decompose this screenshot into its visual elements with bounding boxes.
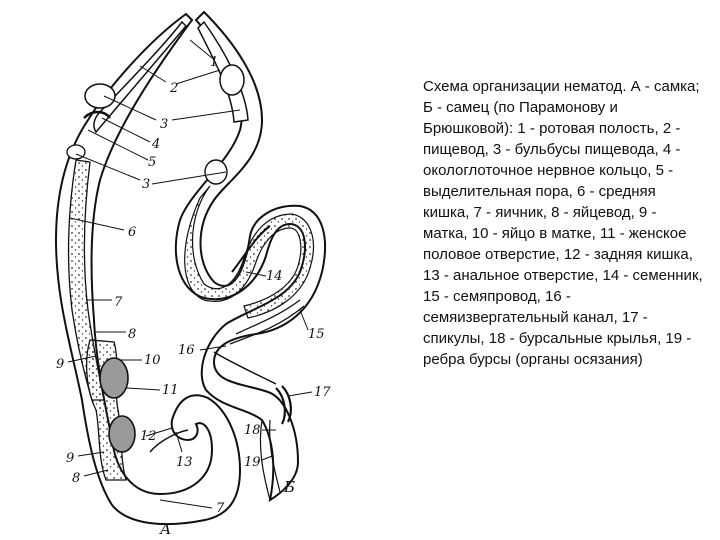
label-12: 12 bbox=[140, 429, 157, 444]
label-8-upper: 8 bbox=[128, 327, 137, 342]
label-5: 5 bbox=[148, 155, 157, 170]
label-7-upper: 7 bbox=[114, 295, 123, 310]
label-1: 1 bbox=[210, 55, 219, 70]
male-spicules bbox=[276, 386, 291, 424]
label-3-lower: 3 bbox=[142, 177, 151, 192]
figure-caption: Схема организации нематод. А - самка; Б - самец (по Парамонову и Брюшковой): 1 - ротовая полость, 2 - пищевод, 3 - бульбусы пищевода, 4 - окологлоточное нервное кольцо, 5 - выделительная пора, 6 - средняя кишка, 7 - яичник, 8 - яйцевод, 9 - матка, 10 - яйцо в матке, 11 - женское половое отверстие, 12 - задняя кишка, 13 - анальное отверстие, 14 - семенник, 15 - семяпровод, 16 - семяизвергательный канал, 17 - спикулы, 18 - бурсальные крылья, 19 - ребра бурсы (органы осязания) bbox=[423, 78, 703, 368]
label-3-upper: 3 bbox=[160, 117, 169, 132]
label-2: 2 bbox=[170, 81, 179, 96]
male-bursa bbox=[260, 420, 280, 500]
label-male: Б bbox=[284, 478, 296, 496]
label-17: 17 bbox=[314, 385, 331, 400]
label-female: А bbox=[160, 520, 172, 538]
label-9-lower: 9 bbox=[66, 451, 75, 466]
female-bulb bbox=[85, 84, 115, 108]
label-11: 11 bbox=[162, 383, 179, 398]
label-16: 16 bbox=[178, 343, 195, 358]
label-9-upper: 9 bbox=[56, 357, 65, 372]
label-10: 10 bbox=[144, 353, 161, 368]
label-15: 15 bbox=[308, 327, 325, 342]
label-8-lower: 8 bbox=[72, 471, 81, 486]
female-egg-lower bbox=[109, 416, 135, 452]
female-egg-upper bbox=[100, 358, 128, 398]
label-19: 19 bbox=[244, 455, 261, 470]
label-7-lower: 7 bbox=[216, 501, 225, 516]
male-bulb bbox=[220, 65, 244, 95]
label-18: 18 bbox=[244, 423, 261, 438]
female-nematode bbox=[56, 14, 240, 524]
label-4: 4 bbox=[152, 137, 161, 152]
male-ejaculatory-duct bbox=[214, 352, 276, 384]
label-14: 14 bbox=[266, 269, 283, 284]
label-6: 6 bbox=[128, 225, 137, 240]
label-13: 13 bbox=[176, 455, 193, 470]
